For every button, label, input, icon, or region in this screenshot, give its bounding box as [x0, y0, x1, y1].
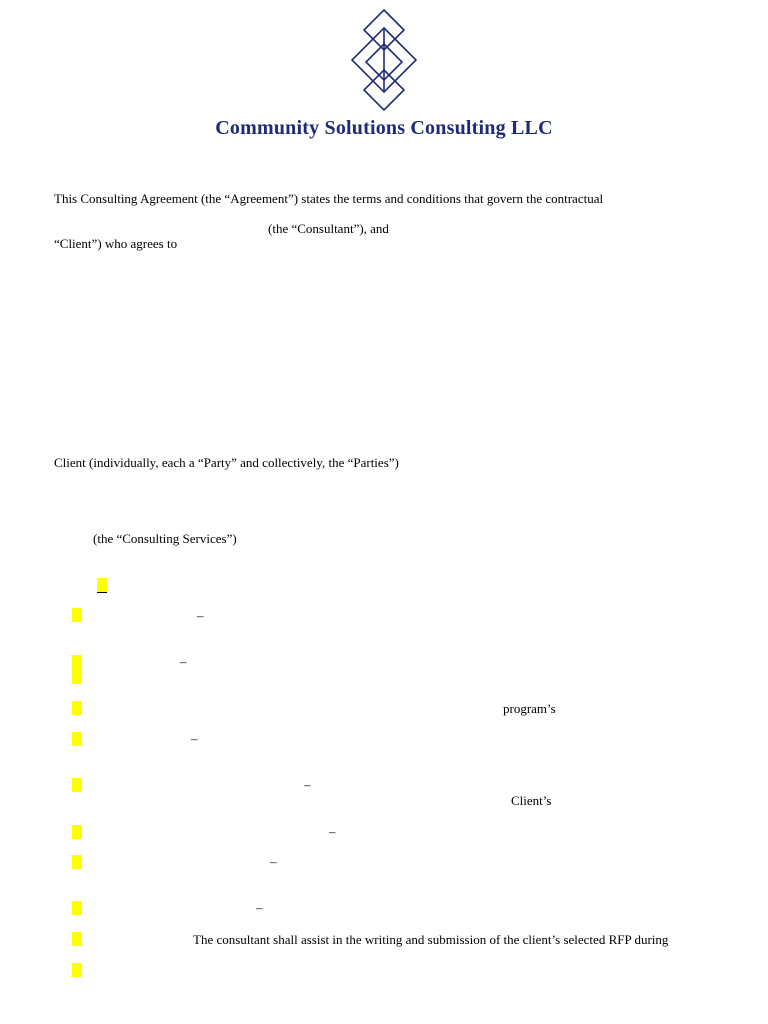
list-dash: –	[191, 731, 198, 746]
list-dash: –	[270, 854, 277, 869]
highlight-marker	[72, 608, 82, 622]
clients-word: Client’s	[511, 793, 552, 808]
list-dash: –	[256, 900, 263, 915]
company-name: Community Solutions Consulting LLC	[215, 117, 553, 139]
parties-line: Client (individually, each a “Party” and collectively, the “Parties”)	[54, 455, 399, 470]
list-dash: –	[329, 824, 336, 839]
highlight-marker	[72, 855, 82, 869]
company-logo-icon	[346, 8, 422, 112]
consultant-line: (the “Consultant”), and	[268, 221, 389, 236]
highlight-marker	[72, 655, 82, 684]
highlight-marker	[72, 825, 82, 839]
highlight-marker	[72, 901, 82, 915]
rfp-line: The consultant shall assist in the writing and submission of the client’s selected RFP during	[193, 932, 669, 947]
list-dash: –	[197, 608, 204, 623]
highlight-marker	[72, 932, 82, 946]
consulting-services-line: (the “Consulting Services”)	[93, 531, 237, 546]
list-dash: –	[304, 777, 311, 792]
list-dash: –	[180, 654, 187, 669]
intro-line: This Consulting Agreement (the “Agreement”) states the terms and conditions that govern the contractual	[54, 191, 604, 206]
programs-word: program’s	[503, 701, 556, 716]
client-line: “Client”) who agrees to	[54, 236, 178, 251]
underline-marker	[97, 580, 107, 593]
highlight-marker	[72, 701, 82, 715]
highlight-marker	[72, 963, 82, 977]
highlight-marker	[72, 732, 82, 746]
highlight-marker	[72, 778, 82, 792]
